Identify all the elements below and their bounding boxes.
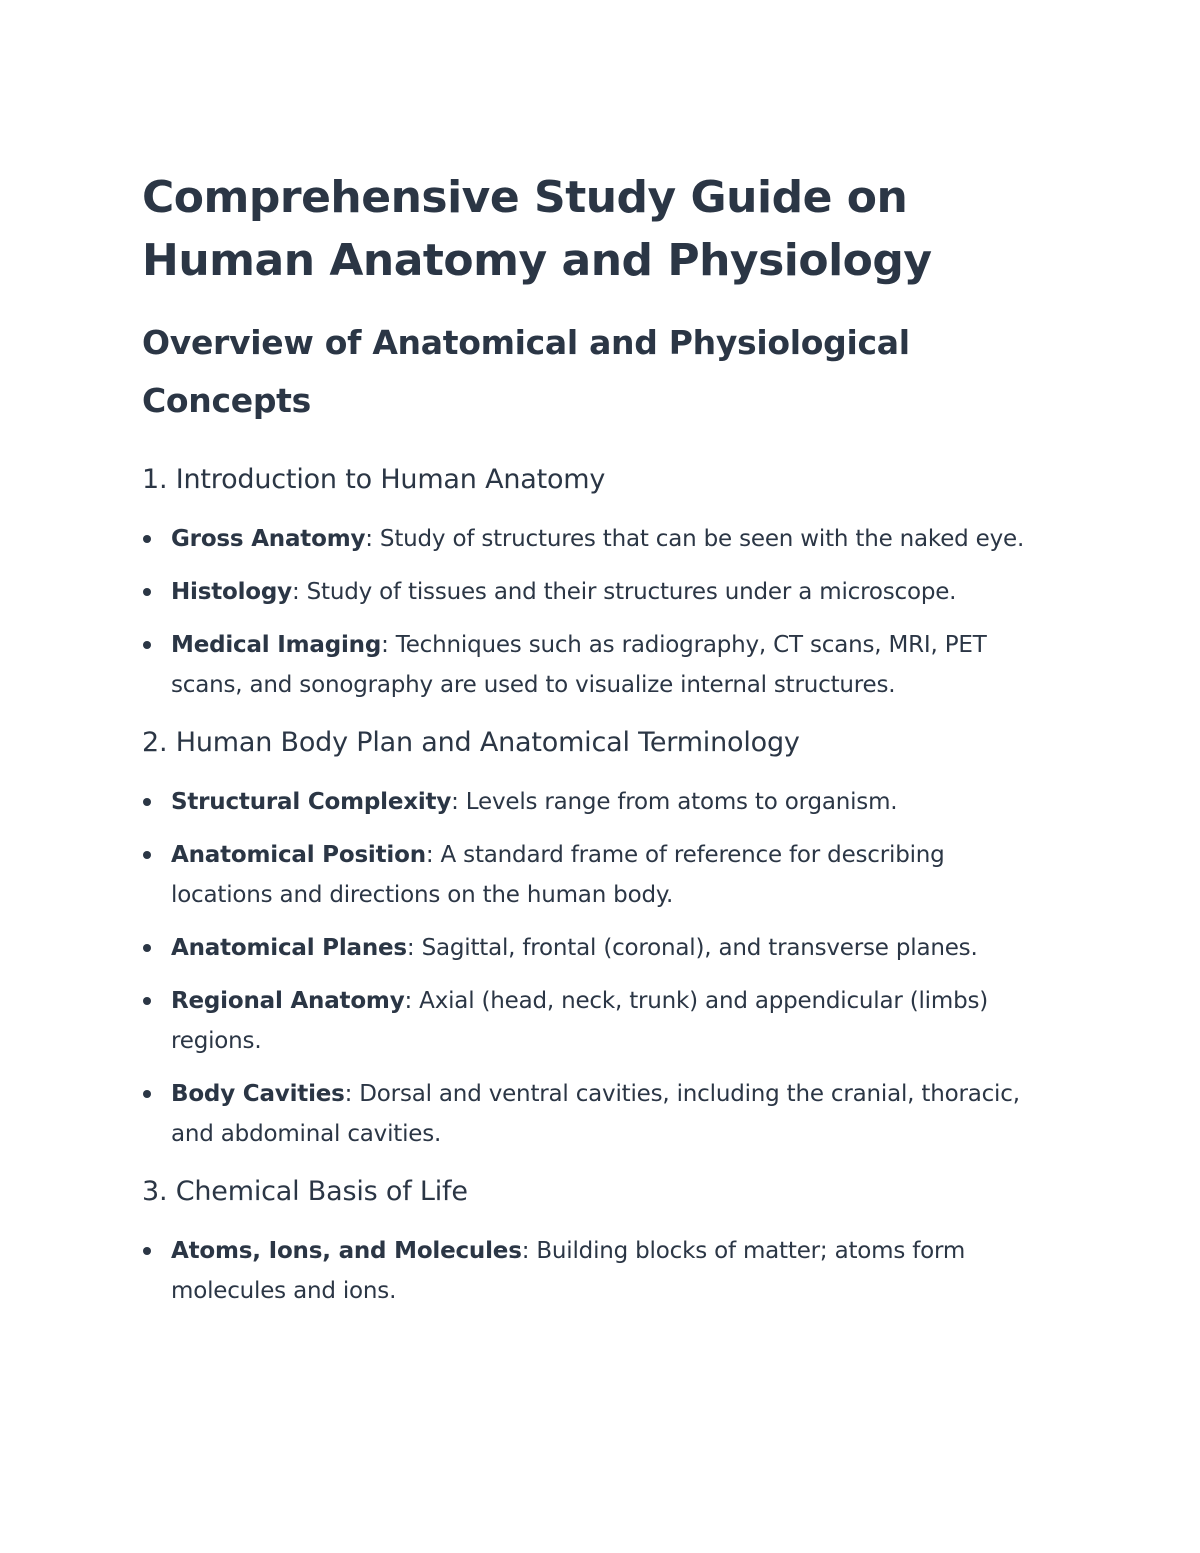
item-term: Body Cavities bbox=[171, 1081, 345, 1107]
item-description: : Building blocks of matter; atoms form molecules and ions. bbox=[171, 1238, 966, 1304]
item-description: : Axial (head, neck, trunk) and appendicular (limbs) regions. bbox=[171, 988, 989, 1054]
bullet-icon bbox=[143, 535, 151, 543]
bullet-list bbox=[142, 1231, 1042, 1311]
bullet-icon bbox=[143, 851, 151, 859]
bullet-list bbox=[142, 782, 1042, 1154]
item-description: : Dorsal and ventral cavities, including the cranial, thoracic, and abdominal cavities. bbox=[171, 1081, 1020, 1147]
item-description: : Study of structures that can be seen with the naked eye. bbox=[365, 526, 1025, 552]
section-heading: 3. Chemical Basis of Life bbox=[142, 1176, 468, 1207]
section-body-plan bbox=[142, 723, 1042, 1154]
bullet-icon bbox=[143, 944, 151, 952]
item-term: Histology bbox=[171, 579, 292, 605]
item-description: : Levels range from atoms to organism. bbox=[451, 789, 898, 815]
item-term: Anatomical Position bbox=[171, 842, 426, 868]
section-chemical-basis bbox=[142, 1172, 1042, 1311]
bullet-icon bbox=[143, 997, 151, 1005]
item-term: Anatomical Planes bbox=[171, 935, 407, 961]
section-heading: 2. Human Body Plan and Anatomical Terminology bbox=[142, 727, 800, 758]
section-introduction bbox=[142, 460, 1042, 705]
bullet-icon bbox=[143, 1090, 151, 1098]
item-term: Medical Imaging bbox=[171, 632, 382, 658]
item-term: Atoms, Ions, and Molecules bbox=[171, 1238, 522, 1264]
bullet-icon bbox=[143, 641, 151, 649]
bullet-list bbox=[142, 519, 1042, 705]
document-page bbox=[142, 166, 1042, 1324]
list-item bbox=[142, 1231, 1042, 1311]
item-term: Regional Anatomy bbox=[171, 988, 405, 1014]
bullet-icon bbox=[143, 798, 151, 806]
list-item bbox=[142, 519, 1042, 559]
list-item bbox=[142, 572, 1042, 612]
item-description: : Techniques such as radiography, CT scans, MRI, PET scans, and sonography are used to visualize internal structures. bbox=[171, 632, 987, 698]
section-heading: 1. Introduction to Human Anatomy bbox=[142, 464, 606, 495]
list-item bbox=[142, 625, 1042, 705]
item-description: : Sagittal, frontal (coronal), and transverse planes. bbox=[406, 935, 978, 961]
item-description: : A standard frame of reference for describing locations and directions on the human body. bbox=[171, 842, 945, 908]
list-item bbox=[142, 1074, 1042, 1154]
list-item bbox=[142, 835, 1042, 915]
bullet-icon bbox=[143, 588, 151, 596]
item-term: Gross Anatomy bbox=[171, 526, 366, 552]
list-item bbox=[142, 981, 1042, 1061]
list-item bbox=[142, 782, 1042, 822]
item-term: Structural Complexity bbox=[171, 789, 452, 815]
item-description: : Study of tissues and their structures under a microscope. bbox=[291, 579, 957, 605]
list-item bbox=[142, 928, 1042, 968]
document-title: Comprehensive Study Guide on Human Anatomy and Physiology bbox=[142, 172, 932, 286]
bullet-icon bbox=[143, 1247, 151, 1255]
overview-heading: Overview of Anatomical and Physiological Concepts bbox=[142, 323, 910, 420]
